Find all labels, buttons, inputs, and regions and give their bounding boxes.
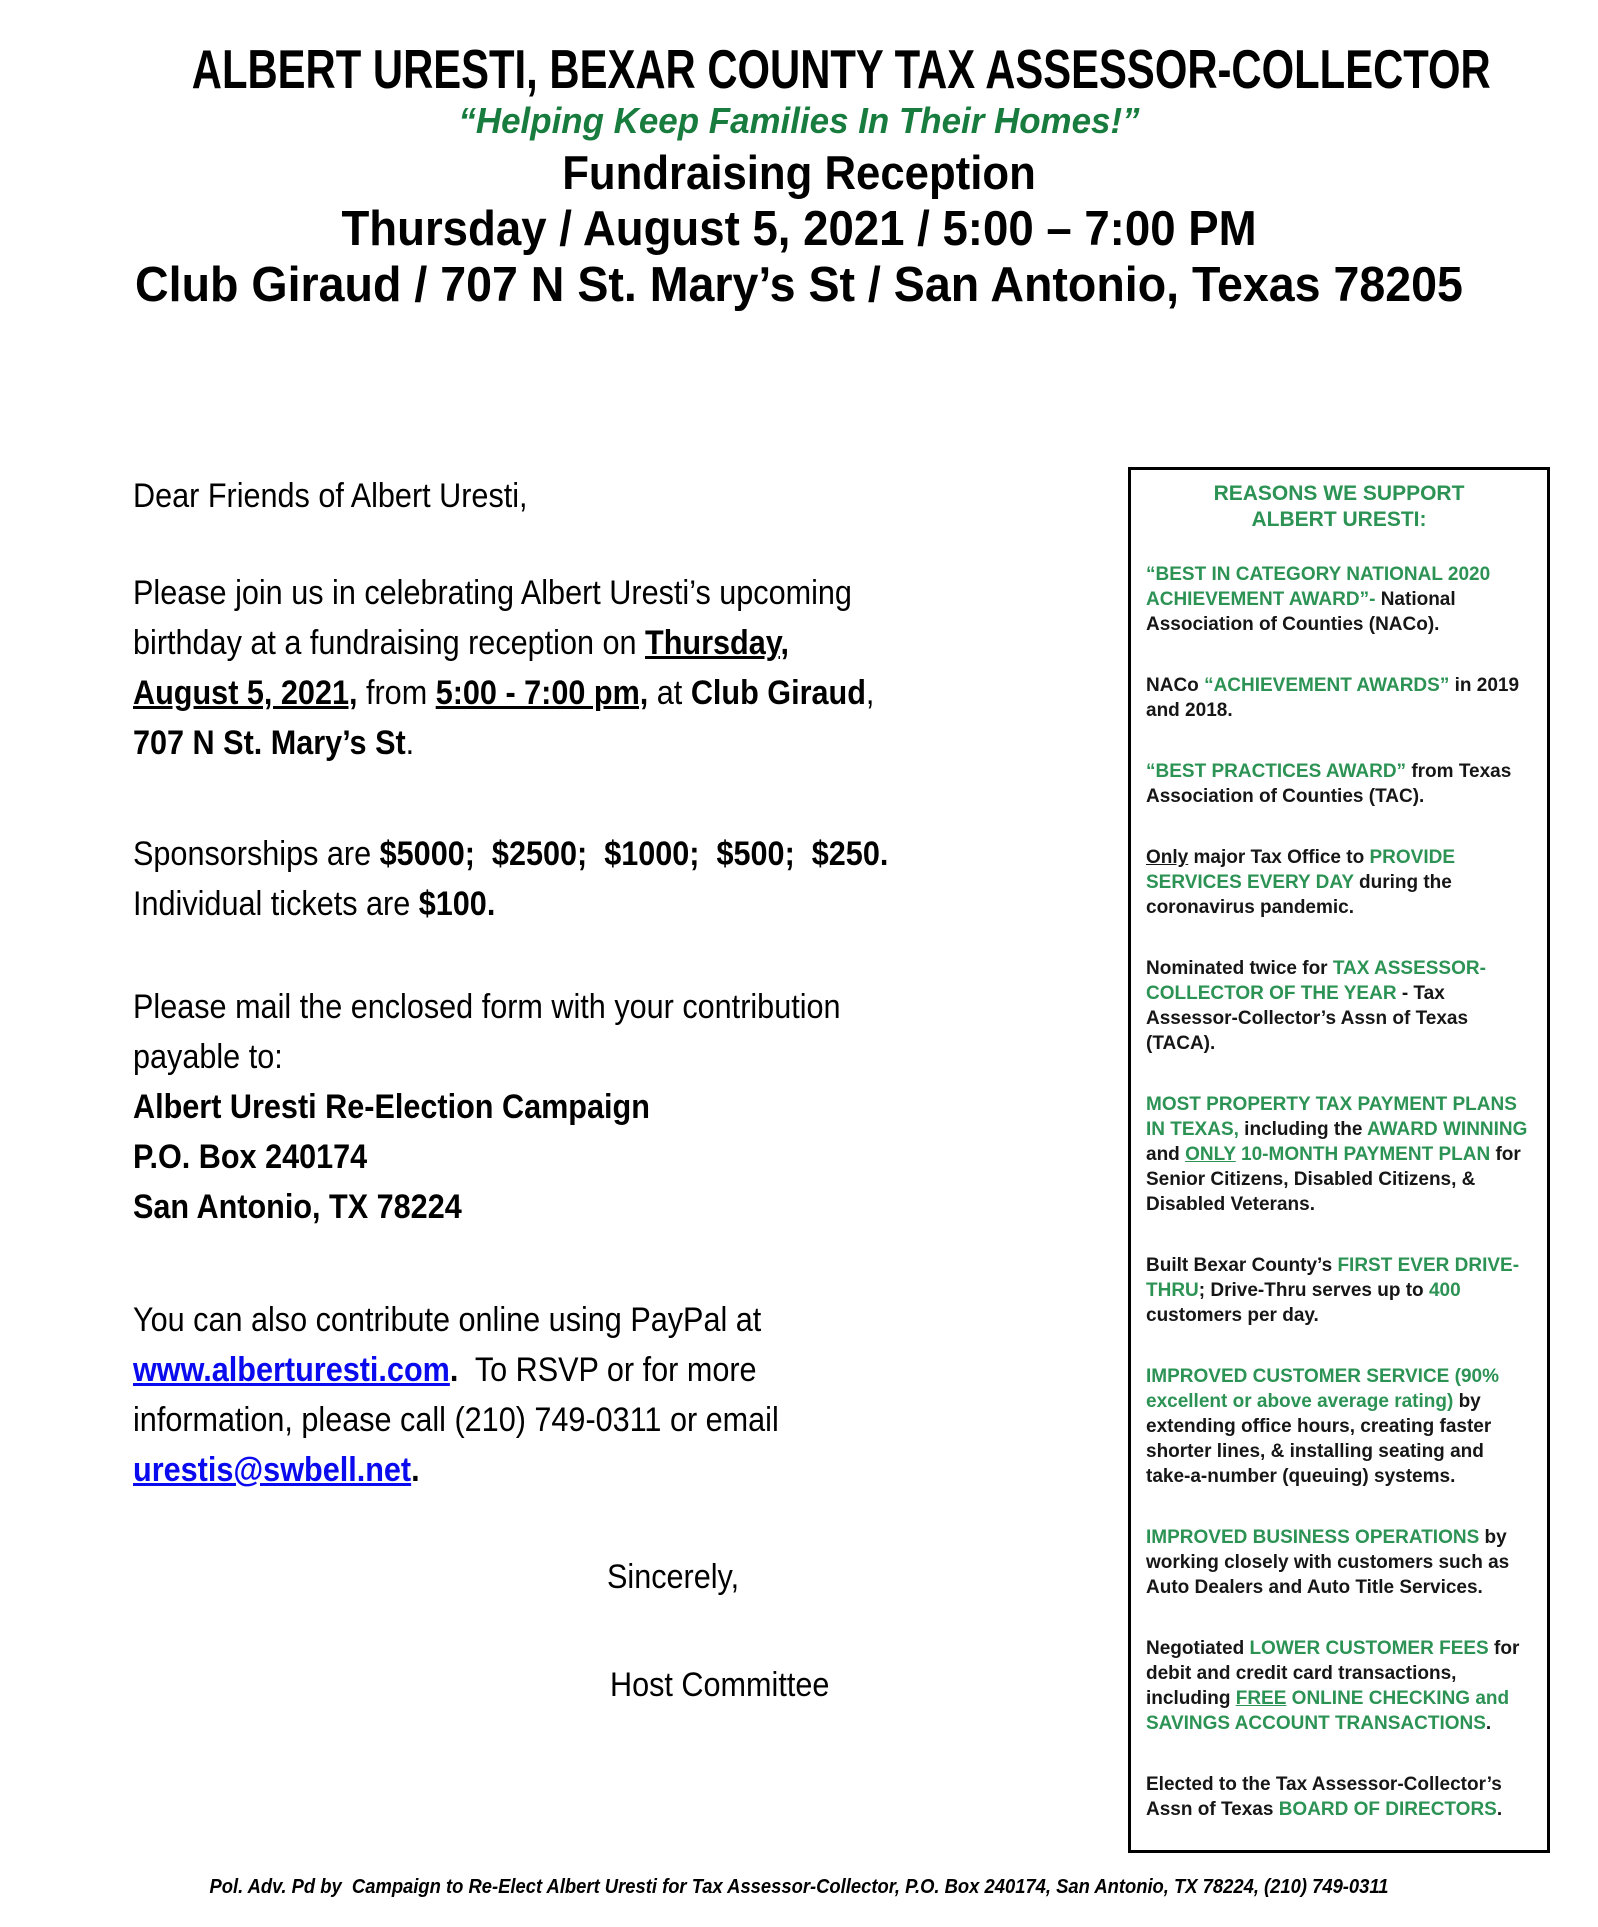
text-segment: Only [1146, 847, 1189, 868]
text-segment: payable to: [133, 1038, 283, 1076]
text-segment: 400 [1428, 1280, 1461, 1301]
sidebar-reason-item [1146, 759, 1532, 809]
text-segment: FREE [1235, 1688, 1287, 1709]
reasons-panel-title [1146, 481, 1532, 533]
text-segment: 707 N St. Mary’s St [133, 724, 406, 762]
text-segment: Albert Uresti Re-Election Campaign [133, 1088, 650, 1126]
text-segment: IMPROVED CUSTOMER SERVICE (90% excellent or above average rating) [1146, 1366, 1499, 1412]
text-segment: NACo [1146, 675, 1205, 696]
text-segment: during the coronavirus pandemic. [1146, 872, 1452, 918]
text-segment: Please join us in celebrating Albert Uresti’s upcoming [133, 574, 852, 612]
text-segment: for Senior Citizens, Disabled Citizens, & Disabled Veterans. [1146, 1144, 1521, 1215]
letter-paragraph-invitation [133, 568, 874, 768]
text-segment: information, please call (210) 749-0311 or email [133, 1401, 779, 1439]
text-segment: P.O. Box 240174 [133, 1138, 368, 1176]
text-segment: - Tax Assessor-Collector’s Assn of Texas (TACA). [1146, 983, 1469, 1054]
text-segment: at [648, 674, 691, 712]
sidebar-reason-item [1146, 1525, 1532, 1600]
text-segment: Nominated twice for [1146, 958, 1333, 979]
letter-paragraph-greeting [133, 471, 528, 521]
text-segment: Please mail the enclosed form with your contribution [133, 988, 841, 1026]
text-segment: $5000; $2500; $1000; $500; $250. [379, 835, 889, 873]
text-segment: from [357, 674, 436, 712]
closing-signature: Host Committee [610, 1666, 830, 1704]
sidebar-reason-item [1146, 1364, 1532, 1489]
text-segment: “ACHIEVEMENT AWARDS” [1204, 675, 1450, 696]
text-segment: Thursday, [645, 624, 790, 662]
text-segment: by working closely with customers such as Auto Dealers and Auto Title Services. [1146, 1527, 1510, 1598]
text-segment: . [411, 1451, 420, 1489]
text-segment: San Antonio, TX 78224 [133, 1188, 462, 1226]
tagline: “Helping Keep Families In Their Homes!” [458, 100, 1140, 141]
text-segment: Individual tickets are [133, 885, 419, 923]
text-segment: Negotiated [1146, 1638, 1250, 1659]
text-segment: from Texas Association of Counties (TAC). [1146, 761, 1512, 807]
sidebar-reason-item [1146, 673, 1532, 723]
reasons-title-line1: REASONS WE SUPPORT [1213, 482, 1465, 505]
text-segment: . [449, 1351, 459, 1389]
text-segment: for debit and credit card transactions, including [1146, 1638, 1520, 1709]
text-segment: “BEST PRACTICES AWARD” [1146, 761, 1407, 782]
text-segment: FIRST EVER DRIVE-THRU [1146, 1255, 1520, 1301]
text-segment: including the [1238, 1119, 1367, 1140]
text-segment: 10-MONTH PAYMENT PLAN [1235, 1144, 1491, 1165]
sidebar-reason-item [1146, 562, 1532, 637]
text-segment: 5:00 - 7:00 pm, [435, 674, 649, 712]
event-title: Fundraising Reception [562, 146, 1036, 199]
text-segment: . [1485, 1713, 1492, 1734]
event-location: Club Giraud / 707 N St. Mary’s St / San Antonio, Texas 78205 [135, 258, 1463, 312]
text-segment: ONLY [1185, 1144, 1236, 1165]
text-segment: Elected to the Tax Assessor-Collector’s Assn of Texas [1146, 1774, 1502, 1820]
text-segment: $100. [418, 885, 496, 923]
text-segment: in 2019 and 2018. [1146, 675, 1520, 721]
page-title: ALBERT URESTI, BEXAR COUNTY TAX ASSESSOR-COLLECTOR [191, 38, 1491, 100]
text-segment: Club Giraud [690, 674, 866, 712]
reasons-list [1146, 562, 1532, 1822]
political-ad-disclaimer: Pol. Adv. Pd by Campaign to Re-Elect Albert Uresti for Tax Assessor-Collector, P.O. Box 240174, San Antonio, TX 78224, (210) 749-0311 [209, 1876, 1389, 1898]
text-segment: PROVIDE SERVICES EVERY DAY [1146, 847, 1456, 893]
sidebar-reason-item [1146, 1253, 1532, 1328]
sidebar-reason-item [1146, 1772, 1532, 1822]
letter-paragraph-mailing-address [133, 982, 841, 1232]
letter-paragraph-online-contribution [133, 1295, 779, 1495]
text-segment: customers per day. [1146, 1305, 1319, 1326]
sidebar-reason-item [1146, 1636, 1532, 1736]
reasons-panel [1128, 467, 1550, 1853]
text-segment: LOWER CUSTOMER FEES [1249, 1638, 1489, 1659]
closing-salutation: Sincerely, [607, 1558, 740, 1596]
text-segment: by extending office hours, creating faster shorter lines, & installing seating and take-a-number (queuing) systems. [1146, 1391, 1492, 1487]
text-segment: TAX ASSESSOR-COLLECTOR OF THE YEAR [1146, 958, 1486, 1004]
text-segment: major Tax Office to [1188, 847, 1370, 868]
text-segment: birthday at a fundraising reception on [133, 624, 646, 662]
text-segment: BOARD OF DIRECTORS [1278, 1799, 1497, 1820]
text-segment: Built Bexar County’s [1146, 1255, 1338, 1276]
letter-paragraph-sponsorships [133, 829, 888, 929]
text-segment: IMPROVED BUSINESS OPERATIONS [1146, 1527, 1480, 1548]
text-segment: You can also contribute online using PayPal at [133, 1301, 762, 1339]
text-segment: . [1496, 1799, 1503, 1820]
sidebar-reason-item [1146, 1092, 1532, 1217]
text-segment: AWARD WINNING [1366, 1119, 1528, 1140]
text-segment: MOST PROPERTY TAX PAYMENT PLANS IN TEXAS, [1146, 1094, 1517, 1140]
text-segment: Sponsorships are [133, 835, 380, 873]
text-segment: . [405, 724, 415, 762]
text-segment: Dear Friends of Albert Uresti, [133, 477, 528, 515]
reasons-title-line2: ALBERT URESTI: [1251, 508, 1427, 531]
text-segment: August 5, 2021, [133, 674, 358, 712]
text-segment: and [1146, 1144, 1186, 1165]
text-segment: To RSVP or for more [458, 1351, 757, 1389]
email-link[interactable]: urestis@swbell.net [133, 1451, 412, 1489]
sidebar-reason-item [1146, 956, 1532, 1056]
text-segment: , [865, 674, 875, 712]
website-link[interactable]: www.alberturesti.com [133, 1351, 450, 1389]
text-segment: National Association of Counties (NACo). [1146, 589, 1456, 635]
event-datetime: Thursday / August 5, 2021 / 5:00 – 7:00 PM [341, 202, 1257, 256]
text-segment: ; Drive-Thru serves up to [1198, 1280, 1429, 1301]
text-segment: “BEST IN CATEGORY NATIONAL 2020 ACHIEVEMENT AWARD”- [1146, 564, 1491, 610]
text-segment: ONLINE CHECKING and SAVINGS ACCOUNT TRANSACTIONS [1146, 1688, 1510, 1734]
sidebar-reason-item [1146, 845, 1532, 920]
